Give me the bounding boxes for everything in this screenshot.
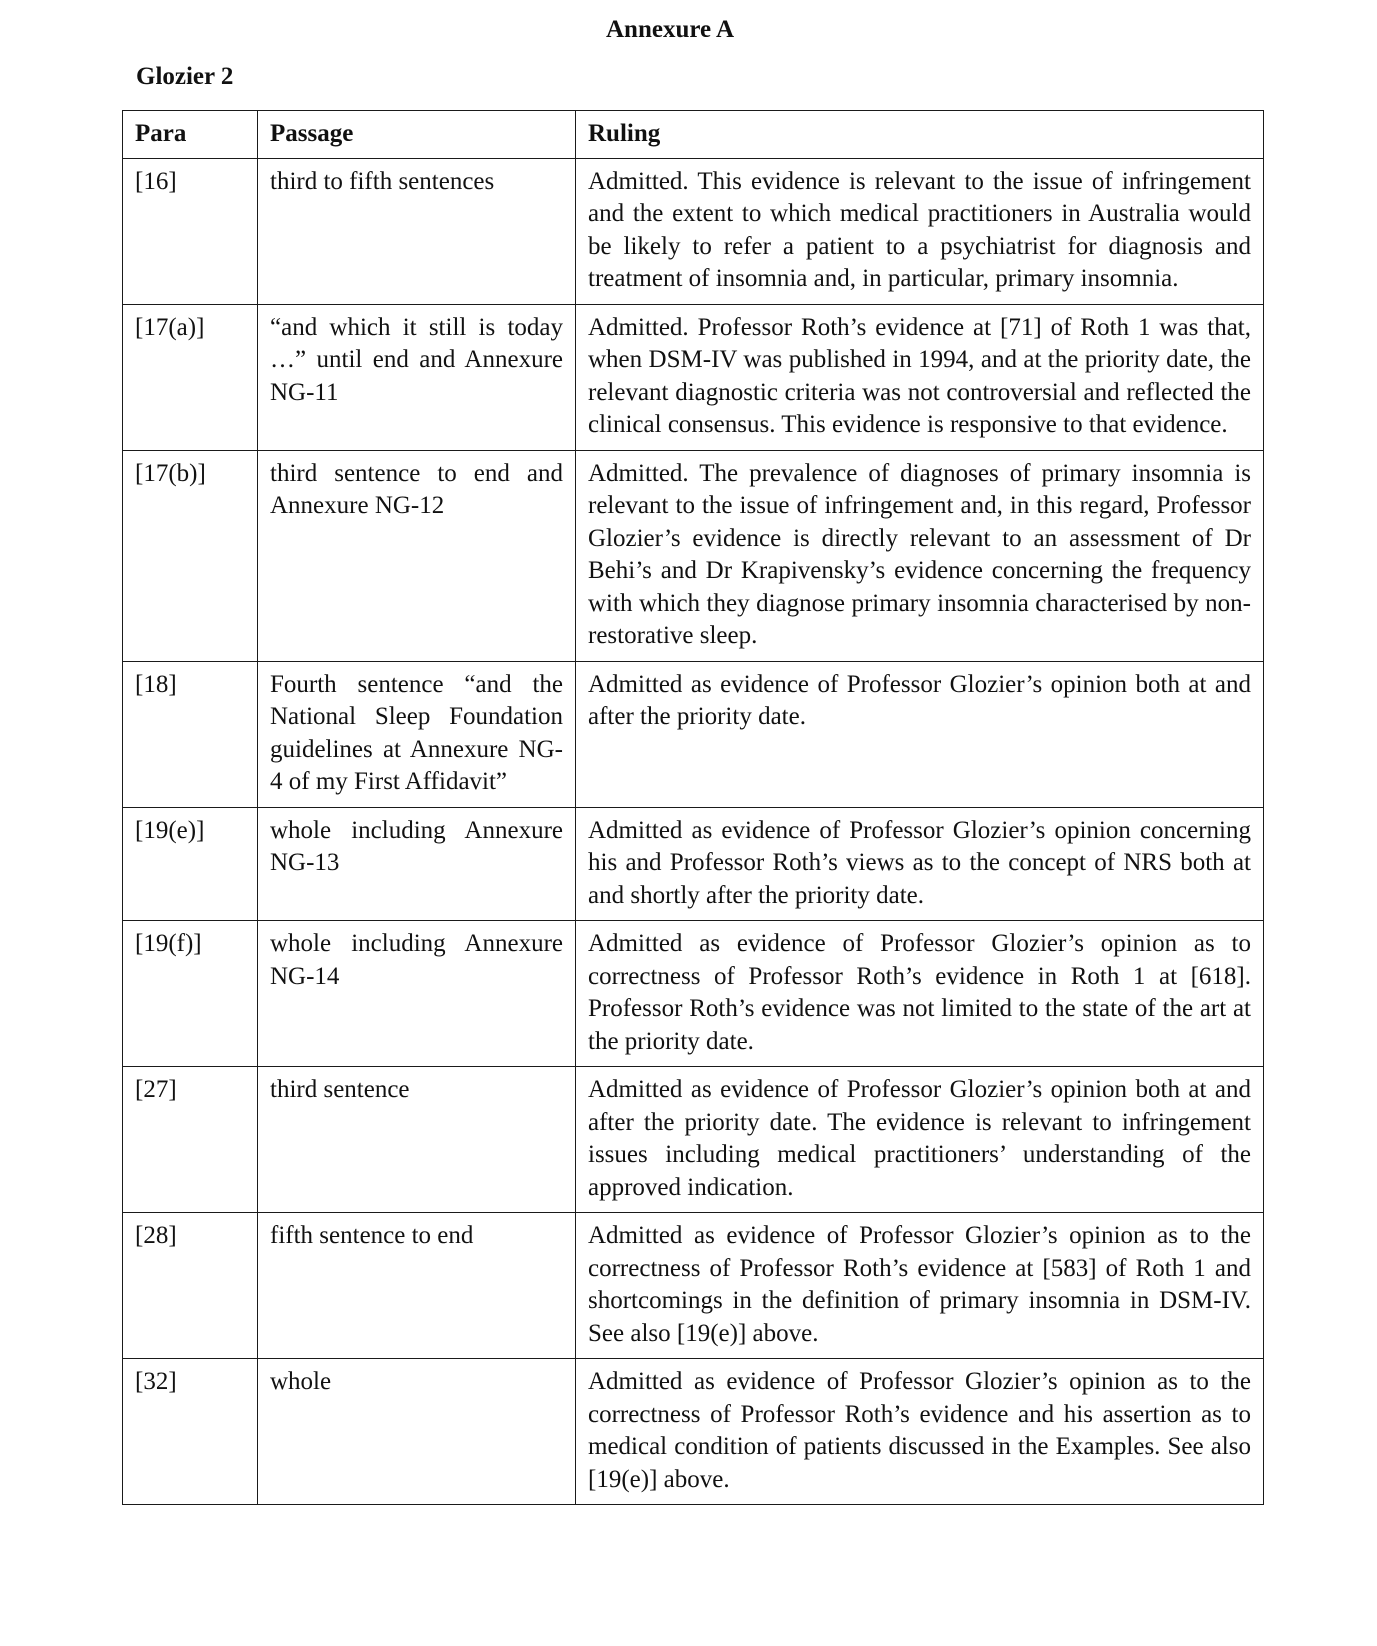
table-row [123,1067,1264,1213]
table-header [123,111,1264,159]
passage-cell: “and which it still is today …” until end and Annexure NG-11 [258,304,576,450]
passage-cell: whole including Annexure NG-14 [258,921,576,1067]
ruling-cell: Admitted as evidence of Professor Glozier’s opinion as to the correctness of Professor Roth’s evidence and his assertion as to medical condition of patients discussed in the Examples. See also [19(e)] above. [576,1359,1264,1505]
ruling-cell: Admitted. The prevalence of diagnoses of primary insomnia is relevant to the issue of infringement and, in this regard, Professor Glozier’s evidence is directly relevant to an assessment of Dr Behi’s and Dr Krapivensky’s evidence concerning the frequency with which they diagnose primary insomnia characterised by non-restorative sleep. [576,450,1264,661]
passage-cell: third sentence [258,1067,576,1213]
para-cell: [19(f)] [123,921,258,1067]
table-row [123,807,1264,921]
section-heading: Glozier 2 [136,63,234,90]
header-row [123,111,1264,159]
para-cell: [19(e)] [123,807,258,921]
para-cell: [28] [123,1213,258,1359]
ruling-cell: Admitted. Professor Roth’s evidence at [71] of Roth 1 was that, when DSM-IV was published in 1994, and at the priority date, the relevant diagnostic criteria was not controversial and reflected the clinical consensus. This evidence is responsive to that evidence. [576,304,1264,450]
document-title: Annexure A [605,16,735,43]
ruling-cell: Admitted as evidence of Professor Glozier’s opinion both at and after the priority date. The evidence is relevant to infringement issues including medical practitioners’ understanding of the approved indication. [576,1067,1264,1213]
table-row [123,1213,1264,1359]
header-para: Para [123,111,258,159]
table-body [123,158,1264,1505]
para-cell: [27] [123,1067,258,1213]
ruling-cell: Admitted as evidence of Professor Glozier’s opinion as to correctness of Professor Roth’s evidence in Roth 1 at [618]. Professor Roth’s evidence was not limited to the state of the art at the priority date. [576,921,1264,1067]
para-cell: [17(b)] [123,450,258,661]
passage-cell: Fourth sentence “and the National Sleep Foundation guidelines at Annexure NG-4 of my First Affidavit” [258,661,576,807]
table-row [123,304,1264,450]
passage-cell: whole including Annexure NG-13 [258,807,576,921]
para-cell: [32] [123,1359,258,1505]
ruling-cell: Admitted as evidence of Professor Glozier’s opinion concerning his and Professor Roth’s views as to the concept of NRS both at and shortly after the priority date. [576,807,1264,921]
table-row [123,661,1264,807]
ruling-cell: Admitted as evidence of Professor Glozier’s opinion as to the correctness of Professor Roth’s evidence at [583] of Roth 1 and shortcomings in the definition of primary insomnia in DSM-IV. See also [19(e)] above. [576,1213,1264,1359]
table-row [123,1359,1264,1505]
para-cell: [17(a)] [123,304,258,450]
rulings-table [122,110,1264,1505]
table-row [123,450,1264,661]
header-passage: Passage [258,111,576,159]
header-ruling: Ruling [576,111,1264,159]
table-row [123,158,1264,304]
passage-cell: third to fifth sentences [258,158,576,304]
table-row [123,921,1264,1067]
passage-cell: fifth sentence to end [258,1213,576,1359]
ruling-cell: Admitted. This evidence is relevant to the issue of infringement and the extent to which medical practitioners in Australia would be likely to refer a patient to a psychiatrist for diagnosis and treatment of insomnia and, in particular, primary insomnia. [576,158,1264,304]
ruling-cell: Admitted as evidence of Professor Glozier’s opinion both at and after the priority date. [576,661,1264,807]
para-cell: [16] [123,158,258,304]
para-cell: [18] [123,661,258,807]
passage-cell: whole [258,1359,576,1505]
passage-cell: third sentence to end and Annexure NG-12 [258,450,576,661]
